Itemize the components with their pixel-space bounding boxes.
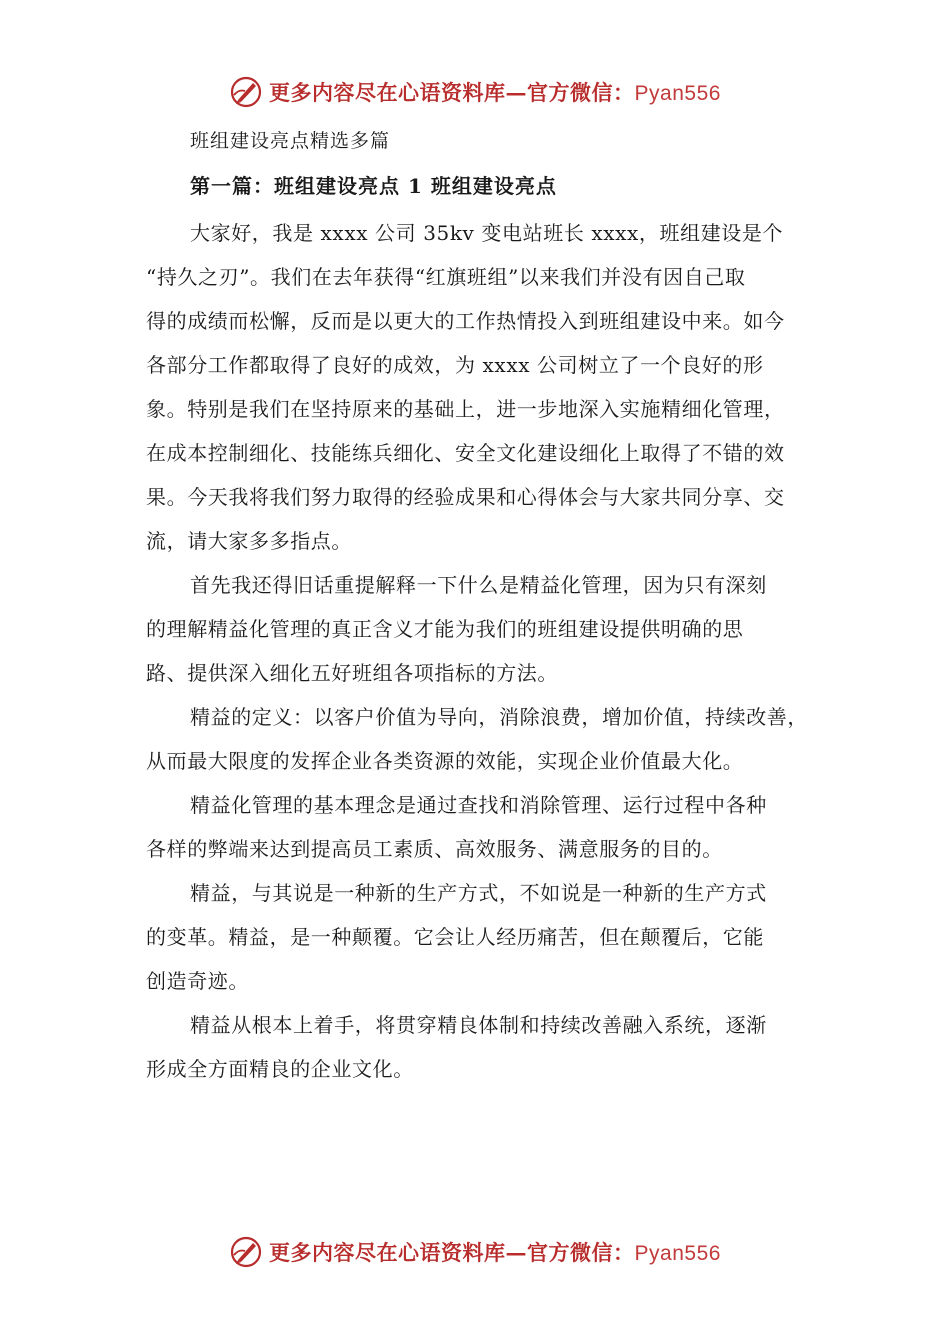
- header-watermark: [0, 72, 950, 112]
- paragraph-line: 首先我还得旧话重提解释一下什么是精益化管理，因为只有深刻: [190, 573, 767, 597]
- paragraph-line: 大家好，我是 xxxx 公司 35kv 变电站班长 xxxx，班组建设是个: [190, 221, 784, 245]
- paragraph-line: 精益的定义：以客户价值为导向，消除浪费，增加价值，持续改善，: [190, 705, 808, 729]
- paragraph-3: [146, 695, 836, 783]
- paragraph-5: [146, 871, 836, 1003]
- paragraph-line: 从而最大限度的发挥企业各类资源的效能，实现企业价值最大化。: [146, 749, 744, 773]
- paragraph-line: 路、提供深入细化五好班组各项指标的方法。: [146, 661, 558, 685]
- paragraph-line: 在成本控制细化、技能练兵细化、安全文化建设细化上取得了不错的效: [146, 441, 785, 465]
- paragraph-line: 流，请大家多多指点。: [146, 529, 352, 553]
- paragraph-line: 创造奇迹。: [146, 969, 249, 993]
- watermark-text-cn: 更多内容尽在心语资料库—官方微信：: [269, 1240, 635, 1265]
- quill-logo-icon: [229, 1235, 263, 1269]
- paragraph-line: 各部分工作都取得了良好的成效，为 xxxx 公司树立了一个良好的形: [146, 353, 764, 377]
- footer-watermark: [0, 1232, 950, 1272]
- paragraph-line: 精益化管理的基本理念是通过查找和消除管理、运行过程中各种: [190, 793, 767, 817]
- watermark-wechat-id: Pyan556: [634, 82, 721, 105]
- watermark-text: [269, 77, 721, 107]
- paragraph-line: 得的成绩而松懈，反而是以更大的工作热情投入到班组建设中来。如今: [146, 309, 785, 333]
- paragraph-line: 象。特别是我们在坚持原来的基础上，进一步地深入实施精细化管理，: [146, 397, 785, 421]
- paragraph-line: 的理解精益化管理的真正含义才能为我们的班组建设提供明确的思: [146, 617, 744, 641]
- paragraph-1: [146, 211, 836, 563]
- paragraph-line: 精益，与其说是一种新的生产方式，不如说是一种新的生产方式: [190, 881, 767, 905]
- watermark-text-cn: 更多内容尽在心语资料库—官方微信：: [269, 80, 635, 105]
- paragraph-line: 形成全方面精良的企业文化。: [146, 1057, 414, 1081]
- paragraph-4: [146, 783, 836, 871]
- document-title: 班组建设亮点精选多篇: [190, 130, 391, 152]
- paragraph-line: 的变革。精益，是一种颠覆。它会让人经历痛苦，但在颠覆后，它能: [146, 925, 764, 949]
- paragraph-2: [146, 563, 836, 695]
- watermark-text: [269, 1237, 721, 1267]
- watermark-wechat-id: Pyan556: [634, 1242, 721, 1265]
- paragraph-line: 果。今天我将我们努力取得的经验成果和心得体会与大家共同分享、交: [146, 485, 785, 509]
- quill-logo-icon: [229, 75, 263, 109]
- paragraph-line: 精益从根本上着手，将贯穿精良体制和持续改善融入系统，逐渐: [190, 1013, 767, 1037]
- paragraph-6: [146, 1003, 836, 1091]
- section-heading: 第一篇：班组建设亮点 1 班组建设亮点: [190, 174, 557, 198]
- paragraph-line: “持久之刃”。我们在去年获得“红旗班组”以来我们并没有因自己取: [146, 265, 746, 289]
- paragraph-line: 各样的弊端来达到提高员工素质、高效服务、满意服务的目的。: [146, 837, 723, 861]
